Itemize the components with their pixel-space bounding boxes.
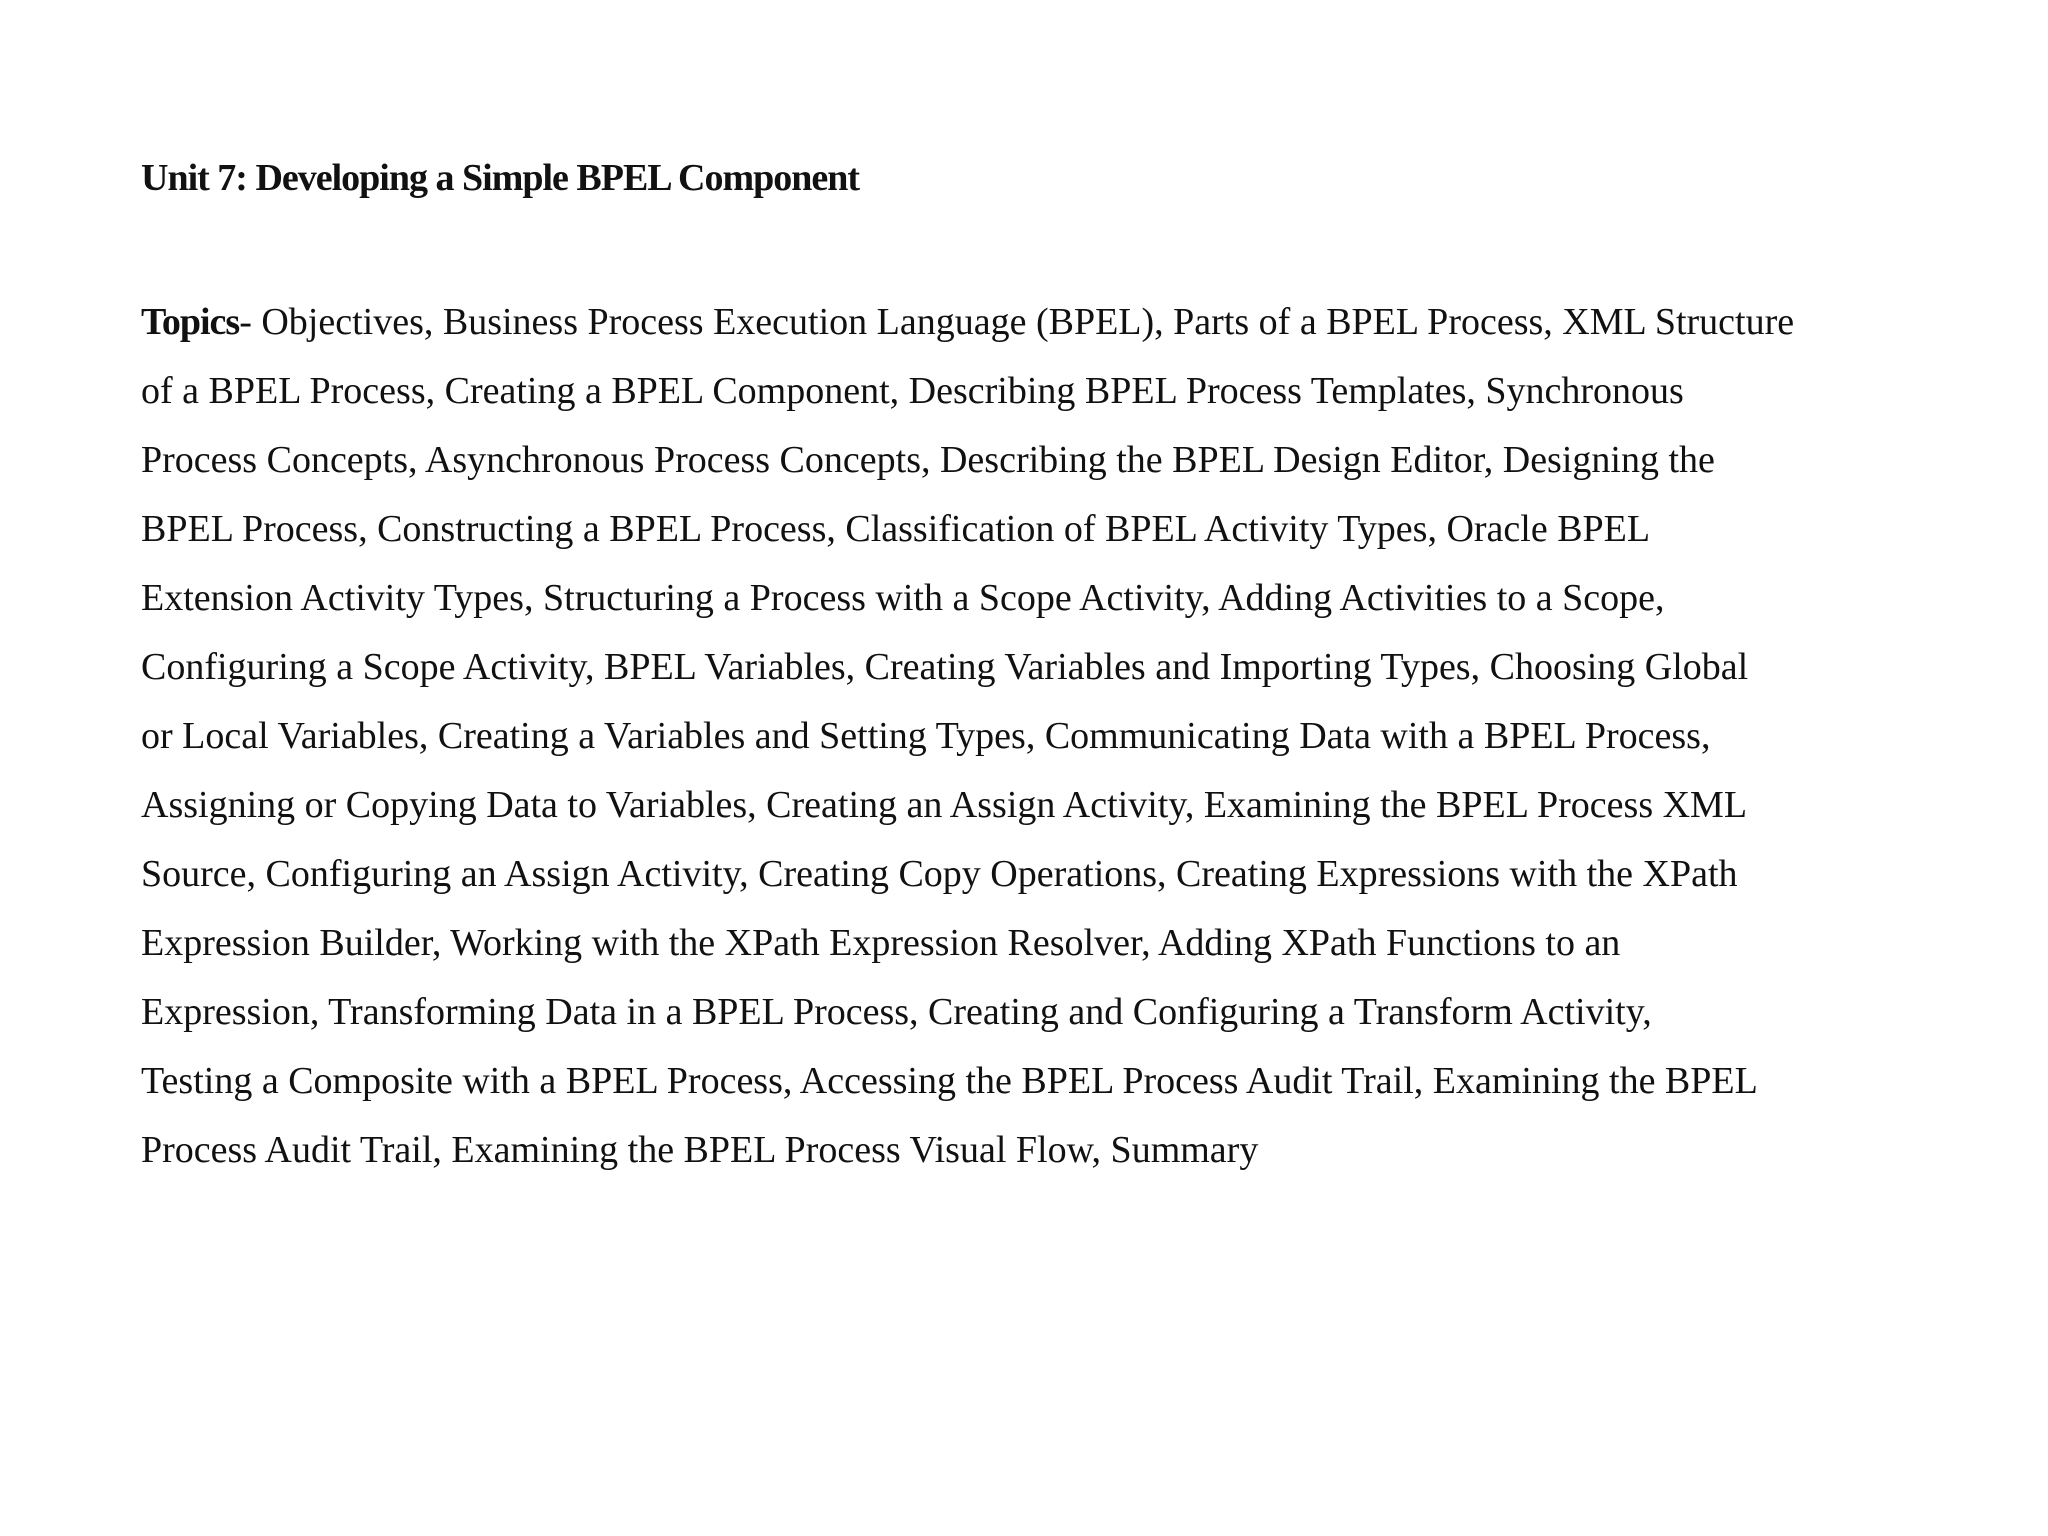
topics-line <box>141 288 1901 357</box>
topics-line-text: - Objectives, Business Process Execution Language (BPEL), Parts of a BPEL Process, XML Structure <box>239 301 1795 343</box>
topics-line: Source, Configuring an Assign Activity, Creating Copy Operations, Creating Expressions with the XPath <box>141 853 1738 895</box>
topics-line: or Local Variables, Creating a Variables and Setting Types, Communicating Data with a BPEL Process, <box>141 715 1711 757</box>
topics-line: Expression, Transforming Data in a BPEL Process, Creating and Configuring a Transform Activity, <box>141 991 1652 1033</box>
topics-paragraph <box>141 288 1901 1185</box>
topics-line: Testing a Composite with a BPEL Process, Accessing the BPEL Process Audit Trail, Examining the BPEL <box>141 1060 1758 1102</box>
topics-line: Expression Builder, Working with the XPath Expression Resolver, Adding XPath Functions to an <box>141 922 1621 964</box>
topics-line: Extension Activity Types, Structuring a Process with a Scope Activity, Adding Activities to a Scope, <box>141 577 1665 619</box>
topics-line: Process Concepts, Asynchronous Process Concepts, Describing the BPEL Design Editor, Designing the <box>141 439 1715 481</box>
unit-title: Unit 7: Developing a Simple BPEL Component <box>141 157 860 199</box>
topics-line: Configuring a Scope Activity, BPEL Variables, Creating Variables and Importing Types, Choosing Global <box>141 646 1749 688</box>
topics-line: BPEL Process, Constructing a BPEL Process, Classification of BPEL Activity Types, Oracle BPEL <box>141 508 1651 550</box>
topics-line: Assigning or Copying Data to Variables, Creating an Assign Activity, Examining the BPEL Process XML <box>141 784 1748 826</box>
topics-label: Topics <box>141 301 240 343</box>
topics-line: Process Audit Trail, Examining the BPEL Process Visual Flow, Summary <box>141 1129 1259 1171</box>
topics-line: of a BPEL Process, Creating a BPEL Component, Describing BPEL Process Templates, Synchronous <box>141 370 1684 412</box>
